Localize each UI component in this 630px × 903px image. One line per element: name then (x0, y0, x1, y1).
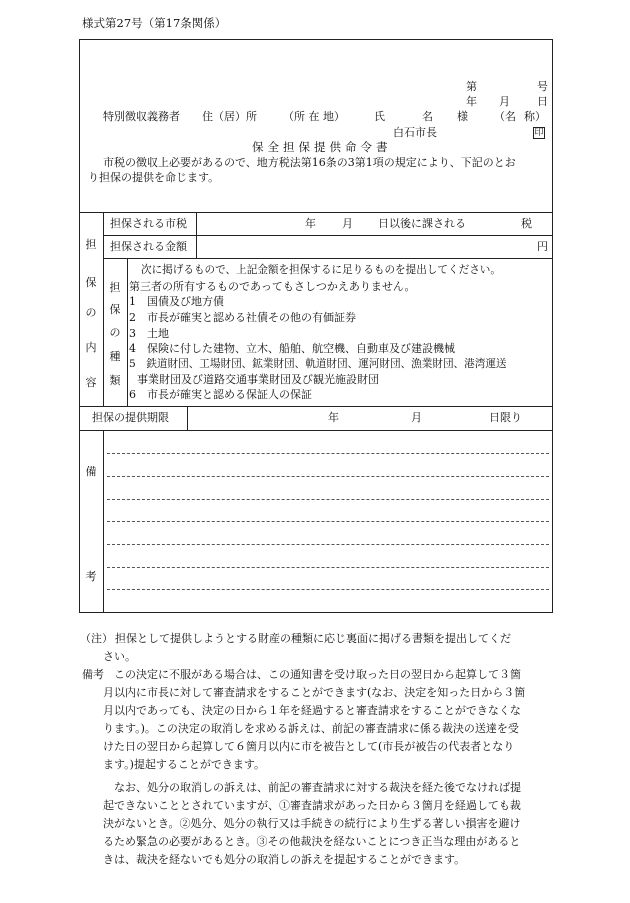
appeal-line-1: この決定に不服がある場合は、この通知書を受け取った日の翌日から起算して３箇 (114, 668, 521, 681)
kind-item-1: 1 国債及び地方債 (129, 295, 224, 308)
divider-side-label (103, 212, 104, 406)
remarks-line (107, 499, 549, 500)
name-label-2: 名 (422, 110, 433, 123)
kinds-intro-2: 第三者の所有するものであってもさしつかえありません。 (129, 280, 416, 293)
document-title: 保全担保提供命令書 (252, 140, 392, 154)
date-year: 年 (466, 95, 477, 108)
remarks-line (107, 453, 549, 454)
side-char-3: の (85, 306, 97, 319)
appeal-line-4: ります。)。この決定の取消しを求める訴えは、前記の審査請求に係る裁決の送達を受 (103, 722, 519, 735)
intro-line-1: 市税の徴収上必要があるので、地方税法第16条の3第1項の規定により、下記のとお (103, 156, 516, 169)
kind-char-1: 担 (109, 281, 121, 294)
tax-year: 年 (305, 217, 316, 230)
intro-line-2: り担保の提供を命じます。 (88, 171, 220, 184)
divider-deadline-label (187, 406, 188, 430)
remarks-line (107, 521, 549, 522)
remarks-line (107, 476, 549, 477)
title-label: （名 (494, 110, 516, 123)
kind-item-4: 4 保険に付した建物、立木、船舶、航空機、自動車及び建設機械 (129, 342, 455, 355)
form-number: 様式第27号（第17条関係） (82, 16, 227, 30)
name-label-1: 氏 (374, 110, 385, 123)
amount-label: 担保される金額 (110, 240, 187, 253)
amount-suffix: 円 (537, 240, 548, 253)
side-char-2: 保 (85, 276, 97, 289)
appeal-label: 備考 (82, 668, 104, 681)
kind-item-2: 2 市長が確実と認める社債その他の有価証券 (129, 311, 356, 324)
divider-amount-kinds (103, 258, 553, 259)
divider-security-top (79, 212, 553, 213)
number-suffix: 号 (537, 80, 548, 93)
tax-label: 担保される市税 (110, 217, 187, 230)
side-char-5: 容 (85, 376, 97, 389)
title-label-end: 称） (524, 110, 546, 123)
note-text-1: 担保として提供しようとする財産の種類に応じ裏面に掲げる書類を提出してくだ (115, 632, 511, 645)
note-text-2: さい。 (103, 650, 136, 663)
remarks-char-1: 備 (85, 465, 97, 478)
kind-char-5: 類 (109, 374, 121, 387)
appeal-para2-line-4: るため緊急の必要があるとき。③その他裁決を経ないことにつき正当な理由があると (103, 835, 521, 848)
location-label: （所 在 地） (283, 110, 345, 123)
obligor-label: 特別徴収義務者 (103, 110, 180, 123)
deadline-month: 月 (411, 411, 422, 424)
side-char-1: 担 (85, 238, 97, 251)
appeal-para2-line-3: 決がないとき。②処分、処分の執行又は手続きの続行により生ずる著しい損害を避け (103, 817, 521, 830)
divider-remarks-label (103, 430, 104, 613)
divider-tax-amount (103, 235, 553, 236)
appeal-para2-line-2: 起できないこととされていますが、①審査請求があった日から３箇月を経過しても裁 (103, 799, 521, 812)
divider-remarks-top (79, 430, 553, 431)
side-char-4: 内 (85, 341, 97, 354)
kinds-intro-1: 次に掲げるもので、上記金額を担保するに足りるものを提出してください。 (141, 264, 501, 276)
tax-after: 日以後に課される (378, 217, 466, 230)
appeal-para2-line-5: きは、裁決を経ないでも処分の取消しの訴えを提起することができます。 (103, 853, 466, 866)
deadline-year: 年 (328, 411, 339, 424)
kind-char-4: 種 (109, 350, 121, 363)
divider-field-labels (196, 212, 197, 258)
date-day: 日 (537, 95, 548, 108)
kind-item-5: 5 鉄道財団、工場財団、鉱業財団、軌道財団、運河財団、漁業財団、港湾運送 (129, 358, 507, 370)
address-label: 住（居）所 (202, 110, 257, 123)
divider-kind-label (127, 258, 128, 406)
remarks-char-2: 考 (85, 570, 97, 583)
divider-deadline-top (79, 406, 553, 407)
honorific: 様 (457, 110, 468, 123)
number-label: 第 (466, 80, 477, 93)
kind-item-6: 6 市長が確実と認める保証人の保証 (129, 388, 312, 401)
deadline-label: 担保の提供期限 (92, 411, 169, 424)
remarks-line (107, 567, 549, 568)
appeal-para2-line-1: なお、処分の取消しの訴えは、前記の審査請求に対する裁決を経た後でなければ提 (114, 781, 521, 794)
appeal-line-5: けた日の翌日から起算して６箇月以内に市を被告として(市長が被告の代表者となり (103, 740, 515, 753)
appeal-line-2: 月以内に市長に対して審査請求をすることができます(なお、決定を知った日から３箇 (103, 686, 526, 699)
date-month: 月 (499, 95, 510, 108)
note-label: （注） (80, 632, 113, 645)
mayor-title: 白石市長 (393, 126, 437, 139)
appeal-line-3: 月以内であっても、決定の日から１年を経過すると審査請求をすることができなくな (103, 704, 521, 717)
tax-month: 月 (342, 217, 353, 230)
remarks-line (107, 544, 549, 545)
kind-item-5-cont: 事業財団及び道路交通事業財団及び観光施設財団 (137, 373, 379, 386)
seal-mark: 印 (534, 128, 544, 138)
appeal-line-6: ます。)提起することができます。 (103, 758, 266, 771)
remarks-line (107, 589, 549, 590)
deadline-suffix: 日限り (489, 411, 522, 424)
kind-char-2: 保 (109, 303, 121, 316)
form-frame (79, 39, 553, 613)
kind-char-3: の (109, 326, 121, 339)
tax-suffix: 税 (521, 217, 532, 230)
kind-item-3: 3 土地 (129, 327, 169, 340)
